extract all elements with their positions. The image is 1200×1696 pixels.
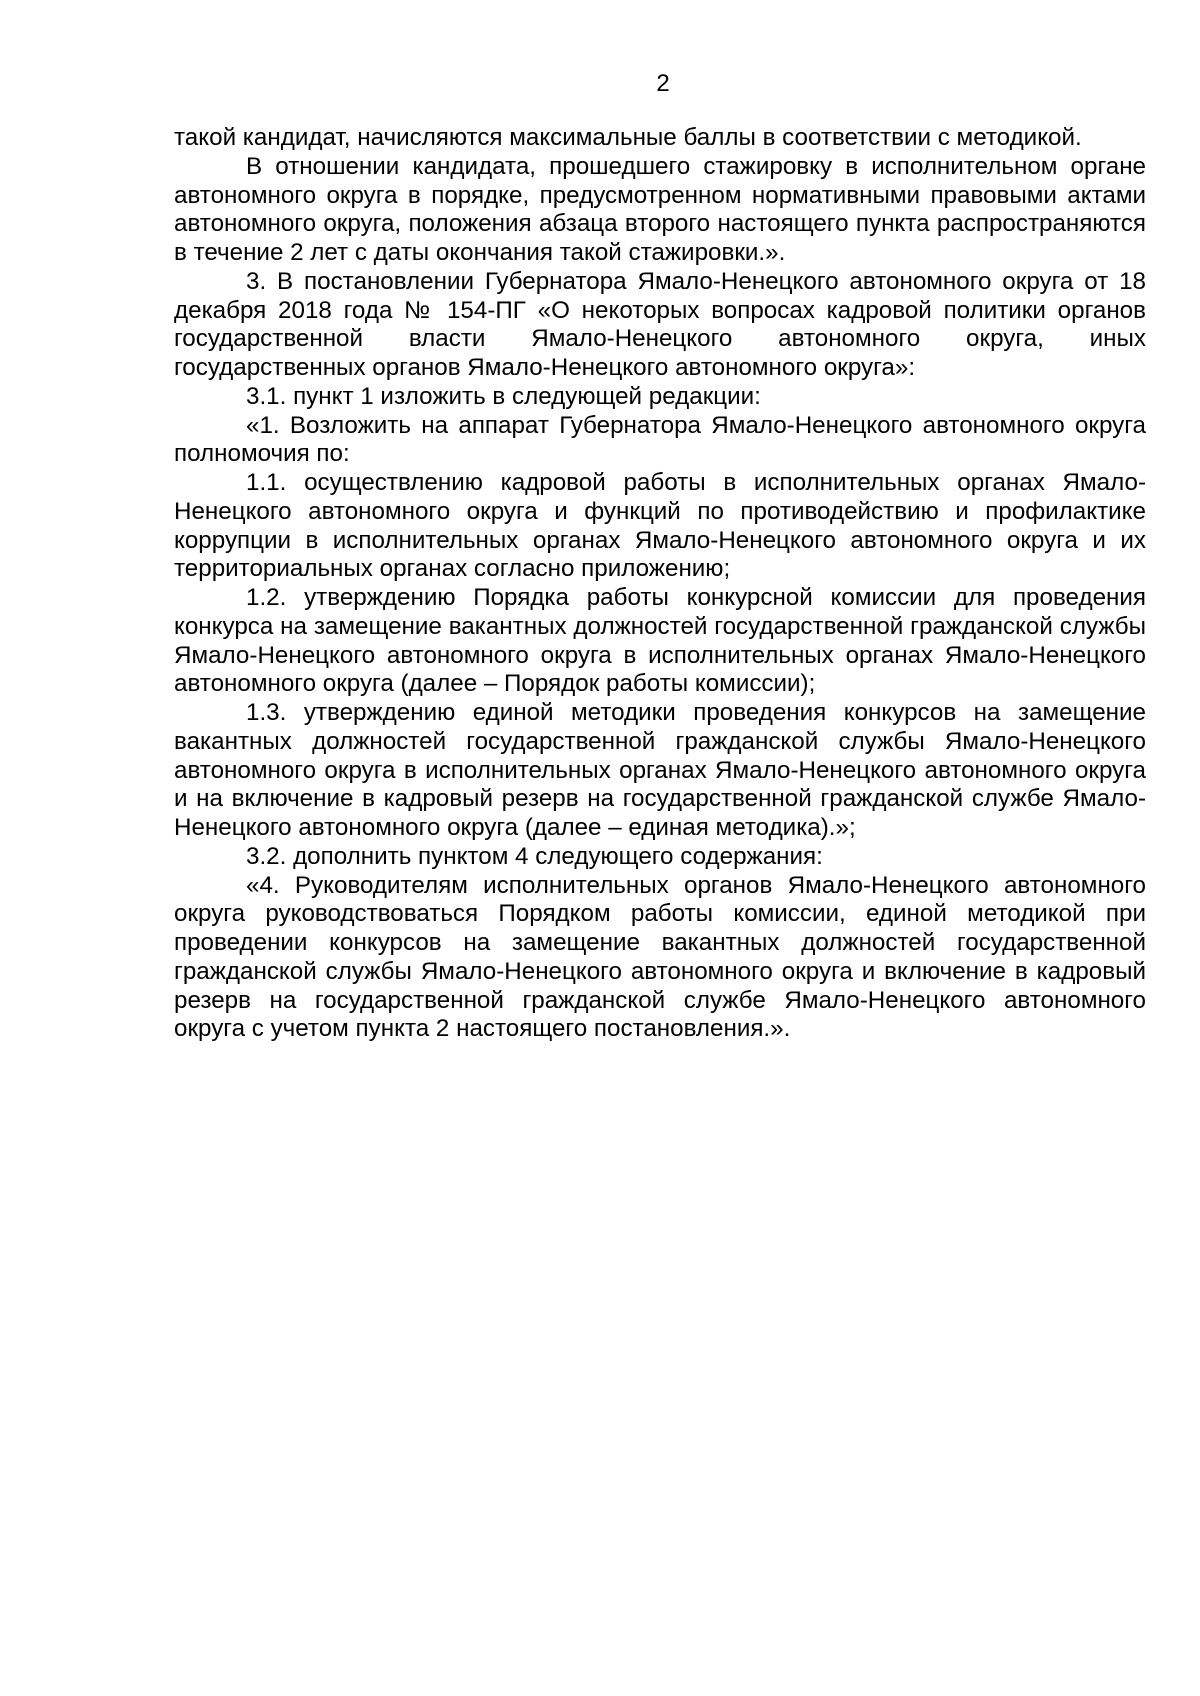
document-body [174,124,1146,1044]
paragraph-4: 3.1. пункт 1 изложить в следующей редакции: [246,382,761,410]
page-number-text: 2 [656,70,670,97]
paragraph-6: 1.1. осуществлению кадровой работы в исполнительных органах Ямало-Ненецкого автономного округа и функций по противодействию и профилактике коррупции в исполнительных органах Ямало-Ненецкого автономного округа и их территориальных органах согласно приложению; [174,469,1146,583]
paragraph-5: «1. Возложить на аппарат Губернатора Ямало-Ненецкого автономного округа полномочия по: [174,411,1146,468]
paragraph-7: 1.2. утверждению Порядка работы конкурсной комиссии для проведения конкурса на замещение вакантных должностей государственной гражданской службы Ямало-Ненецкого автономного округа в исполнительных органах Ямало-Ненецкого автономного округа (далее – Порядок работы комиссии); [174,584,1146,698]
paragraph-1: такой кандидат, начисляются максимальные баллы в соответствии с методикой. [174,124,1082,151]
paragraph-9: 3.2. дополнить пунктом 4 следующего содержания: [246,842,823,870]
paragraph-8: 1.3. утверждению единой методики проведения конкурсов на замещение вакантных должностей государственной гражданской службы Ямало-Ненецкого автономного округа в исполнительных органах Ямало-Ненецкого автономного округа и на включение в кадровый резерв на государственной гражданской службе Ямало-Ненецкого автономного округа (далее – единая методика).»; [174,699,1146,841]
paragraph-10: «4. Руководителям исполнительных органов Ямало-Ненецкого автономного округа руководствоваться Порядком работы комиссии, единой методикой при проведении конкурсов на замещение вакантных должностей государственной гражданской службы Ямало-Ненецкого автономного округа и включение в кадровый резерв на государственной гражданской службе Ямало-Ненецкого автономного округа с учетом пункта 2 настоящего постановления.». [174,871,1146,1043]
paragraph-2: В отношении кандидата, прошедшего стажировку в исполнительном органе автономного округа в порядке, предусмотренном нормативными правовыми актами автономного округа, положения абзаца второго настоящего пункта распространяются в течение 2 лет с даты окончания такой стажировки.». [174,152,1146,266]
paragraph-3: 3. В постановлении Губернатора Ямало-Ненецкого автономного округа от 18 декабря 2018 года № 154-ПГ «О некоторых вопросах кадровой политики органов государственной власти Ямало-Ненецкого автономного округа, иных государственных органов Ямало-Ненецкого автономного округа»: [174,267,1146,381]
